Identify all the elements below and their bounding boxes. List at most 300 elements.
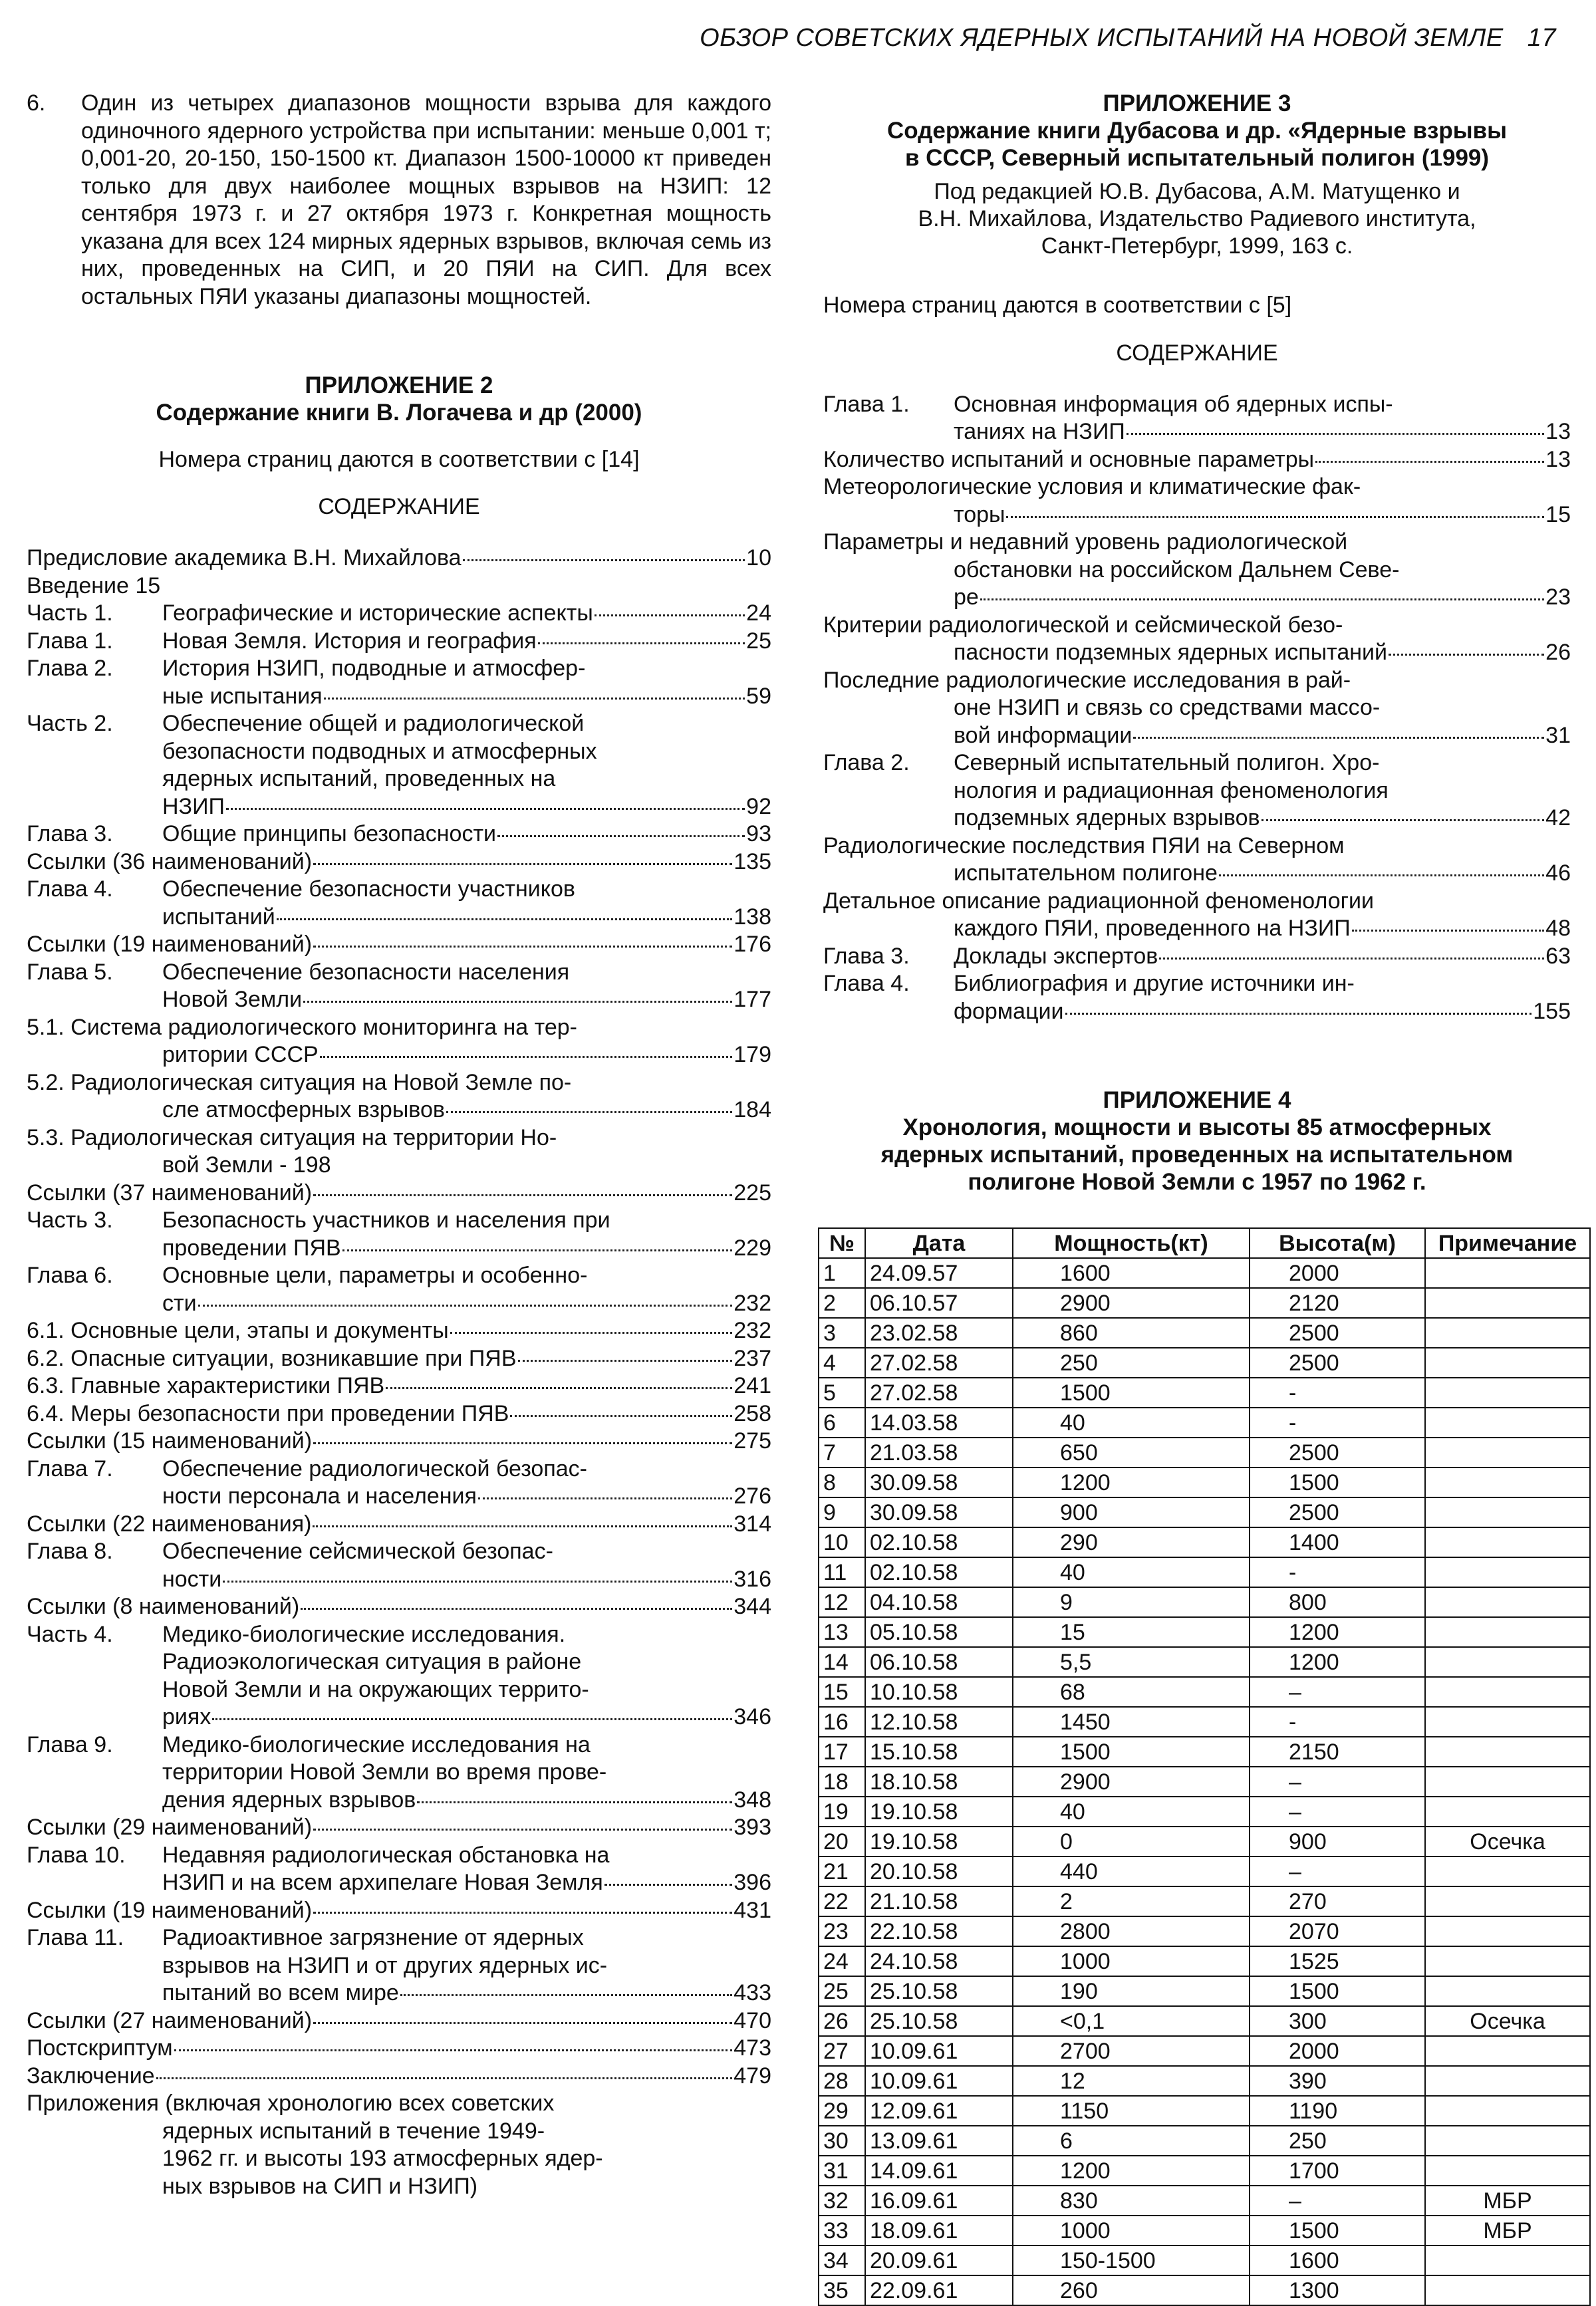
toc-text: испытаний	[162, 904, 275, 930]
cell-no: 23	[819, 1916, 865, 1946]
cell-date: 05.10.58	[865, 1617, 1013, 1647]
toc-text: Медико-биологические исследования.	[162, 1621, 566, 1647]
dot-leader	[510, 1415, 732, 1417]
appendix4-title-line1: Хронология, мощности и высоты 85 атмосферных	[902, 1114, 1492, 1140]
toc-line	[27, 1152, 771, 1180]
toc-entry	[823, 529, 1571, 612]
appendix2-toc	[27, 545, 771, 2200]
cell-yield: 150-1500	[1013, 2245, 1250, 2275]
toc-line	[823, 970, 1571, 998]
cell-note	[1425, 2156, 1590, 2186]
cell-date: 02.10.58	[865, 1527, 1013, 1557]
cell-yield: 650	[1013, 1438, 1250, 1468]
toc-line	[27, 931, 771, 959]
dot-leader	[1159, 958, 1544, 960]
toc-page-number: 241	[733, 1373, 771, 1398]
toc-line	[27, 1621, 771, 1649]
toc-line	[823, 584, 1571, 612]
toc-page-number: 258	[733, 1400, 771, 1426]
dot-leader	[303, 1001, 732, 1003]
cell-note	[1425, 1946, 1590, 1976]
toc-entry	[27, 2063, 771, 2091]
table-row	[819, 1497, 1590, 1527]
toc-text: ядерных испытаний в течение 1949-	[162, 2118, 545, 2144]
toc-line	[27, 683, 771, 711]
cell-note	[1425, 1318, 1590, 1348]
toc-label: Часть 4.	[27, 1621, 113, 1647]
cell-yield: 6	[1013, 2126, 1250, 2156]
cell-yield: 2900	[1013, 1288, 1250, 1318]
cell-height: -	[1250, 1408, 1425, 1438]
toc-line	[823, 777, 1571, 805]
cell-yield: 40	[1013, 1408, 1250, 1438]
toc-page-number: 138	[733, 904, 771, 930]
cell-yield: 40	[1013, 1557, 1250, 1587]
toc-line	[823, 888, 1571, 916]
toc-text: Радиоэкологическая ситуация в районе	[162, 1649, 582, 1674]
dot-leader	[226, 808, 745, 810]
toc-label: Часть 3.	[27, 1208, 113, 1233]
cell-no: 5	[819, 1378, 865, 1408]
cell-note	[1425, 1348, 1590, 1378]
dot-leader	[478, 1497, 732, 1499]
cell-yield: 860	[1013, 1318, 1250, 1348]
cell-height: 1200	[1250, 1617, 1425, 1647]
table-row	[819, 1408, 1590, 1438]
cell-date: 21.03.58	[865, 1438, 1013, 1468]
cell-no: 3	[819, 1318, 865, 1348]
toc-page-number: 229	[733, 1235, 771, 1261]
table-row	[819, 1916, 1590, 1946]
cell-height: 250	[1250, 2126, 1425, 2156]
toc-line	[27, 1952, 771, 1980]
cell-no: 27	[819, 2036, 865, 2066]
toc-text: Географические и исторические аспекты	[162, 600, 593, 626]
cell-height: 1200	[1250, 1647, 1425, 1677]
toc-entry	[27, 931, 771, 959]
toc-entry	[823, 888, 1571, 943]
dot-leader	[320, 1056, 733, 1058]
table-row	[819, 1318, 1590, 1348]
toc-line	[823, 418, 1571, 446]
cell-no: 15	[819, 1677, 865, 1707]
toc-line	[27, 600, 771, 628]
toc-line	[27, 1124, 771, 1152]
appendix4-title-line2: ядерных испытаний, проведенных на испытательном	[880, 1142, 1514, 1168]
toc-line	[27, 1566, 771, 1594]
running-head	[700, 24, 1556, 53]
toc-text: 6.4. Меры безопасности при проведении ПЯВ	[27, 1400, 509, 1426]
toc-text: безопасности подводных и атмосферных	[162, 738, 597, 764]
cell-yield: 440	[1013, 1857, 1250, 1886]
dot-leader	[417, 1801, 732, 1803]
cell-date: 20.09.61	[865, 2245, 1013, 2275]
toc-page-number: 473	[733, 2035, 771, 2061]
toc-text: Новой Земли	[162, 987, 303, 1012]
toc-text: Ссылки (27 наименований)	[27, 2007, 313, 2033]
cell-date: 10.09.61	[865, 2066, 1013, 2096]
cell-date: 06.10.57	[865, 1288, 1013, 1318]
toc-line	[27, 876, 771, 904]
cell-date: 13.09.61	[865, 2126, 1013, 2156]
toc-page-number: 26	[1545, 640, 1571, 665]
cell-no: 10	[819, 1527, 865, 1557]
cell-height: 2150	[1250, 1737, 1425, 1767]
toc-line	[27, 1648, 771, 1676]
table-row	[819, 1587, 1590, 1617]
toc-line	[27, 904, 771, 932]
toc-line	[27, 1456, 771, 1483]
table-row	[819, 2156, 1590, 2186]
table-row	[819, 1617, 1590, 1647]
cell-no: 35	[819, 2275, 865, 2305]
cell-no: 28	[819, 2066, 865, 2096]
right-column	[823, 90, 1577, 2306]
toc-page-number: 48	[1545, 916, 1571, 941]
toc-entry	[27, 1428, 771, 1456]
left-column	[27, 90, 771, 2200]
toc-line	[27, 1869, 771, 1897]
toc-page-number: 177	[733, 987, 771, 1012]
toc-line	[27, 1483, 771, 1511]
cell-date: 04.10.58	[865, 1587, 1013, 1617]
cell-no: 13	[819, 1617, 865, 1647]
toc-text: каждого ПЯИ, проведенного на НЗИП	[954, 916, 1351, 941]
toc-entry	[27, 1593, 771, 1621]
cell-note	[1425, 2066, 1590, 2096]
cell-yield: 290	[1013, 1527, 1250, 1557]
cell-yield: 68	[1013, 1677, 1250, 1707]
cell-yield: 190	[1013, 1976, 1250, 2006]
cell-date: 30.09.58	[865, 1468, 1013, 1497]
cell-date: 24.10.58	[865, 1946, 1013, 1976]
table-row	[819, 1647, 1590, 1677]
toc-text: Ссылки (36 наименований)	[27, 848, 313, 874]
table-row	[819, 1378, 1590, 1408]
toc-line	[27, 1704, 771, 1731]
table-row	[819, 1288, 1590, 1318]
cell-yield: 5,5	[1013, 1647, 1250, 1677]
toc-text: Ссылки (22 наименования)	[27, 1511, 312, 1537]
cell-note	[1425, 2096, 1590, 2126]
dot-leader	[497, 835, 745, 837]
table-row	[819, 1946, 1590, 1976]
toc-text: ре	[954, 584, 979, 610]
toc-label: Часть 2.	[27, 711, 113, 736]
dot-leader	[1219, 874, 1544, 876]
cell-height: 2500	[1250, 1318, 1425, 1348]
cell-no: 16	[819, 1707, 865, 1737]
toc-page-number: 232	[733, 1290, 771, 1316]
header-no: №	[819, 1228, 865, 1258]
table-body	[819, 1258, 1590, 2305]
cell-no: 7	[819, 1438, 865, 1468]
toc-line	[27, 2007, 771, 2035]
toc-page-number: 92	[746, 793, 771, 819]
toc-entry	[27, 1511, 771, 1539]
table-row	[819, 1468, 1590, 1497]
dot-leader	[1262, 819, 1545, 821]
toc-label: Глава 4.	[823, 971, 910, 996]
appendix3-toc-heading: СОДЕРЖАНИЕ	[1116, 340, 1278, 366]
cell-date: 30.09.58	[865, 1497, 1013, 1527]
dot-leader	[518, 1360, 733, 1362]
cell-height: 1525	[1250, 1946, 1425, 1976]
cell-no: 24	[819, 1946, 865, 1976]
cell-date: 24.09.57	[865, 1258, 1013, 1288]
toc-line	[27, 738, 771, 766]
toc-line	[823, 446, 1571, 474]
appendix4-title-line3: полигоне Новой Земли с 1957 по 1962 г.	[968, 1169, 1426, 1195]
toc-entry	[27, 1124, 771, 1180]
toc-page-number: 31	[1545, 722, 1571, 748]
cell-date: 25.10.58	[865, 2006, 1013, 2036]
cell-no: 21	[819, 1857, 865, 1886]
toc-text: Новая Земля. История и география	[162, 628, 537, 654]
cell-yield: 12	[1013, 2066, 1250, 2096]
toc-text: 6.2. Опасные ситуации, возникавшие при ПЯВ	[27, 1345, 517, 1371]
toc-text: Обеспечение сейсмической безопас-	[162, 1539, 553, 1564]
toc-label: Глава 7.	[27, 1456, 113, 1481]
toc-line	[823, 473, 1571, 501]
cell-height: 1600	[1250, 2245, 1425, 2275]
toc-page-number: 93	[746, 821, 771, 846]
toc-entry	[823, 943, 1571, 971]
toc-entry	[823, 749, 1571, 833]
toc-line	[27, 2118, 771, 2146]
cell-date: 20.10.58	[865, 1857, 1013, 1886]
toc-page-number: 344	[733, 1594, 771, 1619]
dot-leader	[277, 918, 733, 920]
toc-line	[823, 667, 1571, 695]
toc-entry	[823, 446, 1571, 474]
table-row	[819, 1976, 1590, 2006]
dot-leader	[1127, 433, 1544, 435]
toc-text: нология и радиационная феноменология	[954, 777, 1389, 803]
toc-entry	[27, 959, 771, 1014]
cell-date: 16.09.61	[865, 2186, 1013, 2216]
cell-note	[1425, 1677, 1590, 1707]
cell-yield: 900	[1013, 1497, 1250, 1527]
toc-page-number: 433	[733, 1980, 771, 2005]
cell-height: 2500	[1250, 1497, 1425, 1527]
cell-yield: 1000	[1013, 1946, 1250, 1976]
cell-yield: 2900	[1013, 1767, 1250, 1797]
cell-yield: 0	[1013, 1827, 1250, 1857]
cell-height: 1500	[1250, 1468, 1425, 1497]
toc-line	[27, 1787, 771, 1815]
toc-text: Ссылки (15 наименований)	[27, 1428, 313, 1454]
appendix3-toc	[823, 391, 1571, 1026]
dot-leader	[313, 1442, 732, 1444]
cell-height: 2500	[1250, 1438, 1425, 1468]
toc-entry	[27, 1621, 771, 1731]
toc-text: Предисловие академика В.Н. Михайлова	[27, 545, 462, 571]
toc-line	[823, 860, 1571, 888]
cell-height: -	[1250, 1378, 1425, 1408]
cell-yield: 1150	[1013, 2096, 1250, 2126]
dot-leader	[313, 2022, 732, 2024]
toc-line	[823, 998, 1571, 1026]
toc-line	[27, 1372, 771, 1400]
toc-page-number: 314	[733, 1511, 771, 1537]
cell-note	[1425, 1916, 1590, 1946]
cell-height: 1500	[1250, 2216, 1425, 2245]
toc-label: Глава 5.	[27, 959, 113, 985]
cell-height: 1190	[1250, 2096, 1425, 2126]
toc-label: Глава 9.	[27, 1731, 113, 1757]
toc-line	[27, 1290, 771, 1318]
toc-line	[27, 986, 771, 1014]
toc-entry	[823, 667, 1571, 750]
toc-page-number: 237	[733, 1345, 771, 1371]
table-row	[819, 1527, 1590, 1557]
cell-yield: 250	[1013, 1348, 1250, 1378]
toc-entry	[27, 1345, 771, 1373]
cell-no: 8	[819, 1468, 865, 1497]
toc-line	[27, 573, 771, 600]
toc-label: Глава 1.	[823, 391, 910, 417]
toc-text: сле атмосферных взрывов	[162, 1097, 445, 1122]
cell-date: 18.09.61	[865, 2216, 1013, 2245]
header-note: Примечание	[1425, 1228, 1590, 1258]
appendix2-pages-note: Номера страниц даются в соответствии с [14]	[158, 447, 640, 472]
appendix2-toc-heading: СОДЕРЖАНИЕ	[318, 494, 480, 519]
cell-date: 15.10.58	[865, 1737, 1013, 1767]
table-row	[819, 1767, 1590, 1797]
cell-date: 19.10.58	[865, 1797, 1013, 1827]
toc-text: проведении ПЯВ	[162, 1235, 341, 1261]
toc-label: Глава 2.	[823, 750, 910, 775]
cell-yield: 1500	[1013, 1737, 1250, 1767]
toc-entry	[27, 1538, 771, 1593]
toc-text: вой информации	[954, 722, 1132, 748]
toc-label: Глава 3.	[27, 821, 113, 846]
table-row	[819, 1677, 1590, 1707]
cell-height: 1500	[1250, 1976, 1425, 2006]
cell-date: 02.10.58	[865, 1557, 1013, 1587]
dot-leader	[538, 642, 745, 644]
cell-note	[1425, 2036, 1590, 2066]
toc-text: оне НЗИП и связь со средствами массо-	[954, 695, 1381, 720]
toc-text: Ссылки (19 наименований)	[27, 1897, 313, 1923]
cell-note	[1425, 1288, 1590, 1318]
cell-height: 270	[1250, 1886, 1425, 1916]
toc-page-number: 13	[1545, 419, 1571, 444]
toc-text: ности	[162, 1566, 222, 1592]
toc-page-number: 46	[1545, 860, 1571, 886]
cell-date: 27.02.58	[865, 1348, 1013, 1378]
toc-page-number: 184	[733, 1097, 771, 1122]
toc-page-number: 24	[746, 600, 771, 626]
toc-text: ритории СССР	[162, 1042, 319, 1067]
toc-text: торы	[954, 501, 1005, 527]
toc-entry	[27, 573, 771, 600]
cell-no: 25	[819, 1976, 865, 2006]
toc-text: Приложения (включая хронологию всех советских	[27, 2091, 555, 2116]
cell-height: 800	[1250, 1587, 1425, 1617]
toc-text: Северный испытательный полигон. Хро-	[954, 750, 1380, 775]
cell-note	[1425, 1767, 1590, 1797]
toc-label: Глава 11.	[27, 1925, 124, 1950]
dot-leader	[223, 1581, 732, 1583]
toc-entry	[27, 1842, 771, 1897]
cell-date: 19.10.58	[865, 1827, 1013, 1857]
toc-text: пытаний во всем мире	[162, 1980, 399, 2005]
toc-entry	[823, 612, 1571, 667]
toc-line	[27, 959, 771, 987]
toc-entry	[27, 2090, 771, 2200]
cell-note: Осечка	[1425, 1827, 1590, 1857]
cell-yield: 2	[1013, 1886, 1250, 1916]
table-row	[819, 2186, 1590, 2216]
toc-page-number: 23	[1545, 584, 1571, 610]
cell-note	[1425, 1707, 1590, 1737]
appendix3-editors-line2: В.Н. Михайлова, Издательство Радиевого института,	[918, 206, 1476, 231]
toc-line	[27, 1511, 771, 1539]
cell-date: 27.02.58	[865, 1378, 1013, 1408]
toc-text: формации	[954, 998, 1064, 1024]
cell-yield: 1000	[1013, 2216, 1250, 2245]
dot-leader	[1006, 516, 1544, 518]
dot-leader	[324, 698, 745, 700]
footnote-6	[27, 90, 771, 311]
toc-page-number: 63	[1545, 943, 1571, 969]
dot-leader	[604, 1884, 733, 1886]
cell-no: 6	[819, 1408, 865, 1438]
toc-text: таниях на НЗИП	[954, 419, 1125, 444]
cell-no: 33	[819, 2216, 865, 2245]
cell-yield: 15	[1013, 1617, 1250, 1647]
toc-line	[27, 2090, 771, 2118]
toc-entry	[27, 1897, 771, 1925]
cell-date: 18.10.58	[865, 1767, 1013, 1797]
cell-note	[1425, 1497, 1590, 1527]
cell-yield: 1500	[1013, 1378, 1250, 1408]
cell-note	[1425, 1378, 1590, 1408]
cell-note	[1425, 1647, 1590, 1677]
toc-page-number: 348	[733, 1787, 771, 1813]
toc-page-number: 225	[733, 1180, 771, 1206]
toc-entry	[27, 2007, 771, 2035]
toc-page-number: 393	[733, 1815, 771, 1840]
toc-line	[27, 1924, 771, 1952]
toc-page-number: 316	[733, 1566, 771, 1592]
toc-line	[27, 1842, 771, 1870]
cell-no: 14	[819, 1647, 865, 1677]
cell-no: 34	[819, 2245, 865, 2275]
toc-text: Постскриптум	[27, 2035, 173, 2061]
cell-yield: 40	[1013, 1797, 1250, 1827]
toc-entry	[27, 1014, 771, 1069]
toc-text: Детальное описание радиационной феноменологии	[823, 888, 1374, 914]
cell-note	[1425, 1258, 1590, 1288]
table-row	[819, 2216, 1590, 2245]
cell-date: 22.10.58	[865, 1916, 1013, 1946]
toc-line	[27, 1235, 771, 1263]
appendix3-title-line2: в СССР, Северный испытательный полигон (1999)	[904, 145, 1490, 171]
cell-note: МБР	[1425, 2186, 1590, 2216]
toc-line	[27, 2063, 771, 2091]
cell-yield: 1200	[1013, 1468, 1250, 1497]
toc-text: Медико-биологические исследования на	[162, 1731, 591, 1757]
toc-text: История НЗИП, подводные и атмосфер-	[162, 656, 586, 681]
table-row	[819, 1348, 1590, 1378]
toc-line	[27, 848, 771, 876]
toc-entry	[27, 1814, 771, 1842]
dot-leader	[212, 1718, 732, 1720]
toc-entry	[27, 821, 771, 848]
